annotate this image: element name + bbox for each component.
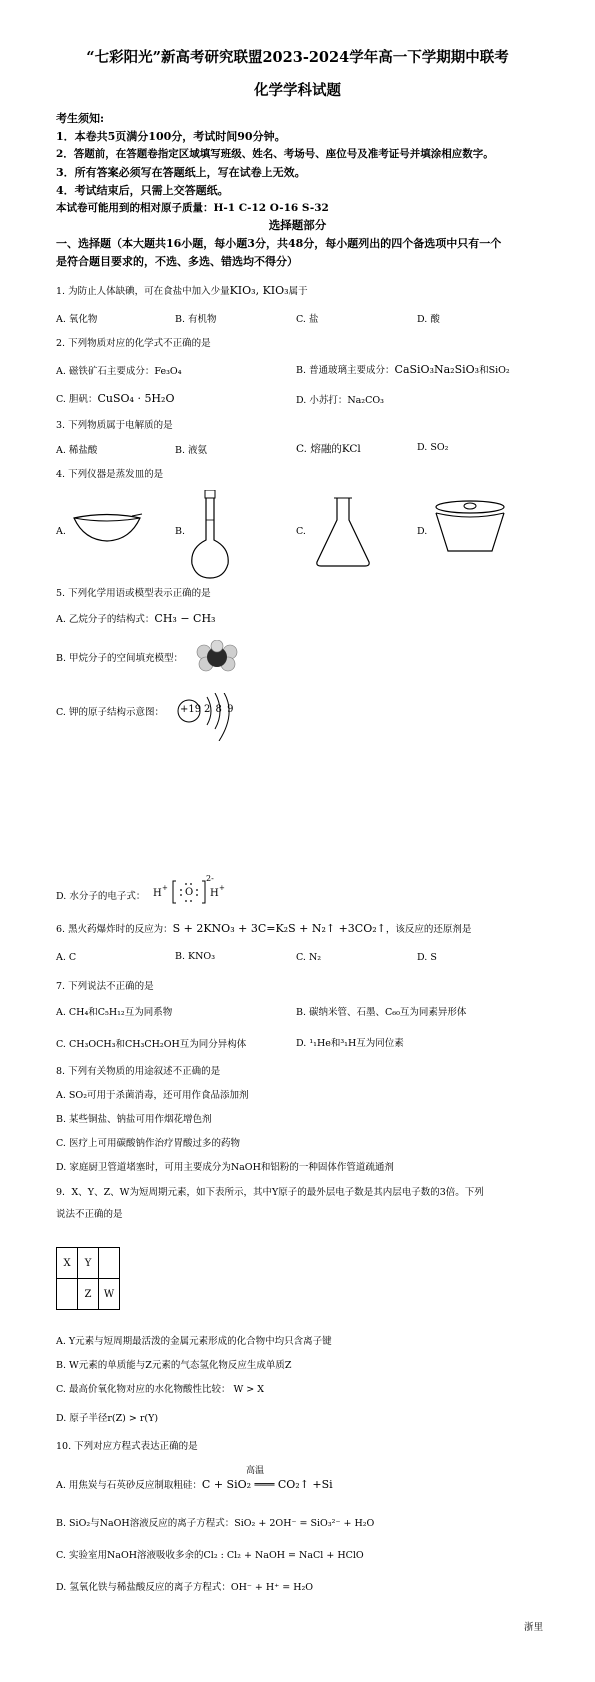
- water-electron-formula: [153, 874, 233, 904]
- electron-formula-o: O: [185, 887, 194, 898]
- q7-d-isotope-2: ³₁H: [340, 1038, 357, 1049]
- question-4-stem: 4. 下列仪器是蒸发皿的是: [56, 469, 164, 480]
- q8-option-a: A. SO₂可用于杀菌消毒，还可用作食品添加剂: [56, 1090, 249, 1101]
- q1-option-d: D. 酸: [417, 314, 440, 325]
- q2-option-b: [296, 362, 510, 376]
- q5-option-d: D. 水分子的电子式：: [56, 891, 146, 902]
- question-10-stem: 10. 下列对应方程式表达正确的是: [56, 1441, 198, 1452]
- question-7-stem: 7. 下列说法不正确的是: [56, 981, 154, 992]
- q6-equation: S + 2KNO₃ + 3C=K₂S + N₂↑ +3CO₂↑: [172, 922, 386, 935]
- q1-option-b: B. 有机物: [175, 314, 217, 325]
- table-row: [57, 1248, 120, 1279]
- q2-b-prefix: B. 普通玻璃主要成分：: [296, 365, 395, 376]
- atomic-mass-line: 本试卷可能用到的相对原子质量：H-1 C-12 O-16 S-32: [56, 202, 329, 214]
- question-5-stem: 5. 下列化学用语或模型表示正确的是: [56, 588, 211, 599]
- notice-item-3: 3．所有答案必须写在答题纸上，写在试卷上无效。: [56, 166, 306, 179]
- exam-title: “七彩阳光”新高考研究联盟2023-2024学年高一下学期期中联考: [86, 49, 509, 66]
- q8-option-d: D. 家庭厨卫管道堵塞时，可用主要成分为NaOH和铝粉的一种固体作管道疏通剂: [56, 1162, 394, 1173]
- q6-stem-text: 6. 黑火药爆炸时的反应为：: [56, 924, 173, 935]
- q3-option-c: C. 熔融的KCl: [296, 443, 361, 455]
- q3-option-d: D. SO₂: [417, 442, 449, 453]
- q7-d-prefix: D.: [296, 1038, 310, 1049]
- q10-a-condition: 高温: [246, 1466, 265, 1476]
- q6-option-a: A. C: [56, 952, 77, 963]
- q2-b-and: 和: [479, 365, 489, 376]
- question-9-stem-1: 9．X、Y、Z、W为短周期元素，如下表所示，其中Y原子的最外层电子数是其内层电子数的3倍。下列: [56, 1187, 484, 1198]
- q7-option-b: B. 碳纳米管、石墨、C₆₀互为同素异形体: [296, 1007, 467, 1018]
- electron-formula-h-right-charge: +: [219, 884, 225, 892]
- table-cell: Z: [78, 1279, 99, 1310]
- q2-c-prefix: C. 胆矾：: [56, 394, 98, 405]
- atom-shell-arcs-icon: [177, 693, 247, 741]
- section-instruction-1: 一、选择题（本大题共16小题，每小题3分，共48分，每小题列出的四个备选项中只有一个: [56, 237, 502, 250]
- q7-d-suffix: 互为同位素: [356, 1038, 404, 1049]
- table-cell: [57, 1279, 78, 1310]
- q6-stem-tail: ，该反应的还原剂是: [385, 924, 472, 935]
- subject-title: 化学学科试题: [254, 82, 341, 99]
- section-instruction-2: 是符合题目要求的，不选、多选、错选均不得分）: [56, 255, 298, 268]
- q9-option-c: C. 最高价氧化物对应的水化物酸性比较： W > X: [56, 1384, 265, 1395]
- question-3-stem: 3. 下列物质属于电解质的是: [56, 420, 173, 431]
- table-cell: X: [57, 1248, 78, 1279]
- notice-item-1: 1．本卷共5页满分100分，考试时间90分钟。: [56, 130, 286, 143]
- table-cell: W: [99, 1279, 120, 1310]
- periodic-table-fragment: [56, 1247, 120, 1310]
- q8-option-b: B. 某些铜盐、钠盐可用作烟花增色剂: [56, 1114, 212, 1125]
- notice-item-4: 4．考试结束后，只需上交答题纸。: [56, 184, 229, 197]
- q4-option-d: D.: [417, 526, 428, 537]
- potassium-atom-diagram: [177, 693, 297, 741]
- electron-formula-charge: 2-: [206, 874, 214, 883]
- q1-option-a: A. 氧化物: [56, 314, 98, 325]
- q1-stem-tail: 属于: [288, 286, 308, 297]
- q10-option-d: D. 氢氧化铁与稀盐酸反应的离子方程式：OH⁻ + H⁺ = H₂O: [56, 1582, 314, 1593]
- q2-b-last: SiO₂: [488, 365, 510, 376]
- q3-option-b: B. 液氨: [175, 445, 208, 456]
- q5-a-prefix: A. 乙烷分子的结构式：: [56, 614, 155, 625]
- question-6-stem: [56, 921, 471, 935]
- q2-option-d: D. 小苏打：Na₂CO₃: [296, 395, 384, 406]
- notice-heading: 考生须知:: [56, 112, 105, 125]
- q6-option-b: B. KNO₃: [175, 951, 216, 962]
- q5-option-c: C. 钾的原子结构示意图：: [56, 707, 164, 718]
- question-1-stem: [56, 283, 308, 297]
- q10-option-b: B. SiO₂与NaOH溶液反应的离子方程式：SiO₂ + 2OH⁻ = SiO₃²⁻ + H₂O: [56, 1518, 375, 1529]
- q4-option-a: A.: [56, 526, 66, 537]
- table-row: [57, 1279, 120, 1310]
- q2-c-formula: CuSO₄ · 5H₂O: [97, 392, 175, 405]
- q10-option-a: [56, 1477, 333, 1491]
- page-footer: 浙里: [523, 1622, 543, 1633]
- q2-b-formula: CaSiO₃Na₂SiO₃: [394, 363, 480, 376]
- electron-formula-h-right: H: [210, 888, 219, 899]
- q1-formula: KIO₃, KIO₃: [229, 284, 289, 297]
- notice-item-2: 2．答题前，在答题卷指定区域填写班级、姓名、考场号、座位号及准考证号并填涂相应数字。: [56, 148, 494, 160]
- electron-formula-h-left: H: [153, 888, 162, 899]
- table-cell: [99, 1248, 120, 1279]
- q7-option-a: A. CH₄和C₅H₁₂互为同系物: [56, 1007, 173, 1018]
- atom-shell-electrons: 2 8 9: [204, 704, 235, 715]
- q1-option-c: C. 盐: [296, 314, 319, 325]
- question-8-stem: 8. 下列有关物质的用途叙述不正确的是: [56, 1066, 221, 1077]
- q2-option-a: A. 磁铁矿石主要成分：Fe₃O₄: [56, 366, 182, 377]
- q6-option-d: D. S: [417, 952, 437, 963]
- q3-option-a: A. 稀盐酸: [56, 445, 98, 456]
- q2-option-c: [56, 391, 174, 405]
- volumetric-flask-icon: [188, 490, 232, 580]
- q4-option-c: C.: [296, 526, 306, 537]
- q5-a-formula: CH₃ − CH₃: [154, 612, 216, 625]
- methane-space-filling-model-icon: [196, 640, 238, 674]
- question-9-stem-2: 说法不正确的是: [56, 1209, 123, 1220]
- q9-option-b: B. W元素的单质能与Z元素的气态氢化物反应生成单质Z: [56, 1360, 292, 1371]
- q6-option-c: C. N₂: [296, 952, 322, 963]
- q4-option-b: B.: [175, 526, 186, 537]
- q1-stem-text: 1. 为防止人体缺碘，可在食盐中加入少量: [56, 286, 230, 297]
- q5-option-b: B. 甲烷分子的空间填充模型：: [56, 653, 184, 664]
- part-title: 选择题部分: [268, 218, 327, 232]
- q8-option-c: C. 医疗上可用碳酸钠作治疗胃酸过多的药物: [56, 1138, 240, 1149]
- q9-option-a: A. Y元素与短周期最活泼的金属元素形成的化合物中均只含离子键: [56, 1336, 332, 1347]
- q7-d-and: 和: [330, 1038, 341, 1049]
- q10-a-equation: C + SiO₂ ═══ CO₂↑ +Si: [201, 1478, 333, 1491]
- crucible-icon: [430, 497, 510, 557]
- q7-option-d: [296, 1035, 404, 1049]
- question-2-stem: 2. 下列物质对应的化学式不正确的是: [56, 338, 211, 349]
- atom-nucleus-label: +19: [180, 704, 202, 715]
- evaporating-dish-icon: [70, 508, 144, 544]
- table-cell: Y: [78, 1248, 99, 1279]
- q9-option-d: D. 原子半径r(Z) > r(Y): [56, 1413, 159, 1424]
- q7-d-isotope-1: ¹₁He: [309, 1038, 331, 1049]
- electron-formula-h-left-charge: +: [162, 884, 168, 892]
- q10-a-prefix: A. 用焦炭与石英砂反应制取粗硅：: [56, 1480, 202, 1491]
- q10-option-c: C. 实验室用NaOH溶液吸收多余的Cl₂ : Cl₂ + NaOH = NaCl + HClO: [56, 1550, 364, 1561]
- conical-flask-icon: [313, 496, 373, 568]
- q7-option-c: C. CH₃OCH₃和CH₃CH₂OH互为同分异构体: [56, 1039, 247, 1050]
- q5-option-a: [56, 611, 215, 625]
